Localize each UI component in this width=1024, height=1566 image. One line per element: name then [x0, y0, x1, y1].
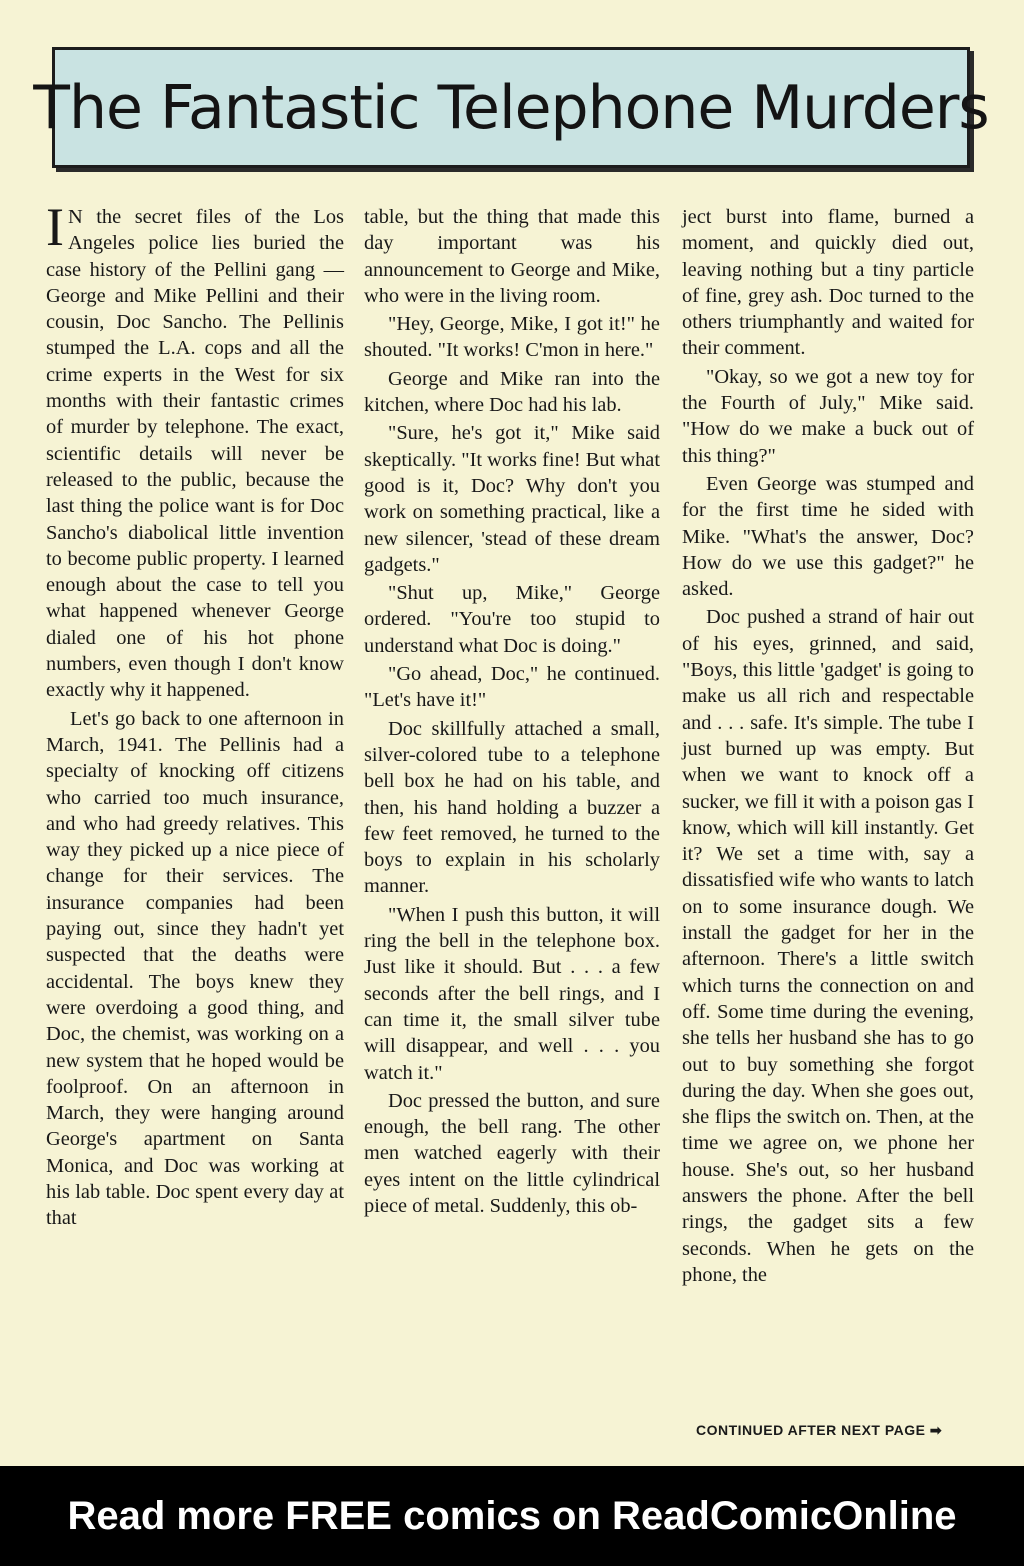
paragraph: "Okay, so we got a new toy for the Fourth of July," Mike said. "How do we make a buck out of this thing?"	[682, 365, 974, 467]
paragraph: "When I push this button, it will ring the bell in the telephone box. Just like it should. But . . . a few seconds after the bell rings, and I can time it, the small silver tube will disappear, and well . . . you watch it."	[364, 903, 660, 1084]
paragraph: Doc pushed a strand of hair out of his eyes, grinned, and said, "Boys, this little 'gadget' is going to make us all rich and respectable and . . . safe. It's simple. The tube I just burned up was empty. But when we want to knock off a sucker, we fill it with a poison gas I know, which will kill instantly. Get it? We set a time with, say a dissatisfied wife who wants to latch on to some insurance dough. We install the gadget for her in the afternoon. There's a little switch which turns the connection on and off. Some time during the evening, she tells her husband she has to go out to buy something she forgot during the day. When she goes out, she flips the switch on. Then, at the time we agree on, we phone her house. She's out, so her husband answers the phone. After the bell rings, the gadget sits a few seconds. When he gets on the phone, the	[682, 606, 974, 1286]
paragraph: "Go ahead, Doc," he continued. "Let's have it!"	[364, 663, 660, 712]
story-title-box	[33, 47, 989, 168]
paragraph: Even George was stumped and for the first time he sided with Mike. "What's the answer, Doc? How do we use this gadget?" he asked.	[682, 472, 974, 601]
text-column-2	[364, 204, 660, 1221]
paragraph: ject burst into flame, burned a moment, and quickly died out, leaving nothing but a tiny particle of fine, grey ash. Doc turned to the others triumphantly and waited for their comment.	[682, 206, 974, 360]
paragraph: Doc pressed the button, and sure enough, the bell rang. The other men watched eagerly with their eyes intent on the little cylindrical piece of metal. Suddenly, this ob-	[364, 1089, 660, 1217]
paragraph: Doc skillfully attached a small, silver-colored tube to a telephone bell box he had on his table, and then, his hand holding a buzzer a few feet removed, he turned to the boys to explain in his scholarly manner.	[364, 717, 660, 898]
paragraph: "Shut up, Mike," George ordered. "You're too stupid to understand what Doc is doing."	[364, 582, 660, 657]
paragraph: "Hey, George, Mike, I got it!" he shouted. "It works! C'mon in here."	[364, 313, 660, 362]
promo-banner-text: Read more FREE comics on ReadComicOnline	[67, 1493, 957, 1538]
paragraph: table, but the thing that made this day important was his announcement to George and Mike, who were in the living room.	[364, 206, 660, 307]
paragraph: Let's go back to one afternoon in March, 1941. The Pellinis had a specialty of knocking off citizens who carried too much insurance, and who had greedy relatives. This way they picked up a nice piece of change for their services. The insurance companies had been paying out, since they hadn't yet suspected that the deaths were accidental. The boys knew they were overdoing a good thing, and Doc, the chemist, was working on a new system that he hoped would be foolproof. On an afternoon in March, they were hanging around George's apartment on Santa Monica, and Doc was working at his lab table. Doc spent every day at that	[46, 707, 344, 1230]
promo-banner[interactable]	[0, 1466, 1024, 1566]
paragraph: I N the secret files of the Los Angeles police lies buried the case history of the Pellini gang — George and Mike Pellini and their cousin, Doc Sancho. The Pellinis stumped the L.A. cops and all the crime experts in the West for six months with their fantastic crimes of murder by telephone. The exact, scientific details will never be released to the public, because the last thing the police want is for Doc Sancho's diabolical little invention to become public property. I learned enough about the case to tell you what happened whenever George dialed one of his hot phone numbers, even though I don't know exactly why it happened.	[46, 197, 344, 702]
paragraph: George and Mike ran into the kitchen, where Doc had his lab.	[364, 367, 660, 417]
text-column-3	[682, 204, 974, 1290]
story-title: The Fantastic Telephone Murders	[33, 72, 989, 143]
drop-cap: I	[46, 197, 64, 257]
text-column-1	[46, 197, 344, 1234]
continued-notice: CONTINUED AFTER NEXT PAGE ➡	[696, 1422, 943, 1438]
paragraph: "Sure, he's got it," Mike said skeptically. "It works fine! But what good is it, Doc? Why don't you work on something practical, like a new silencer, 'stead of these dream gadgets."	[364, 422, 660, 576]
